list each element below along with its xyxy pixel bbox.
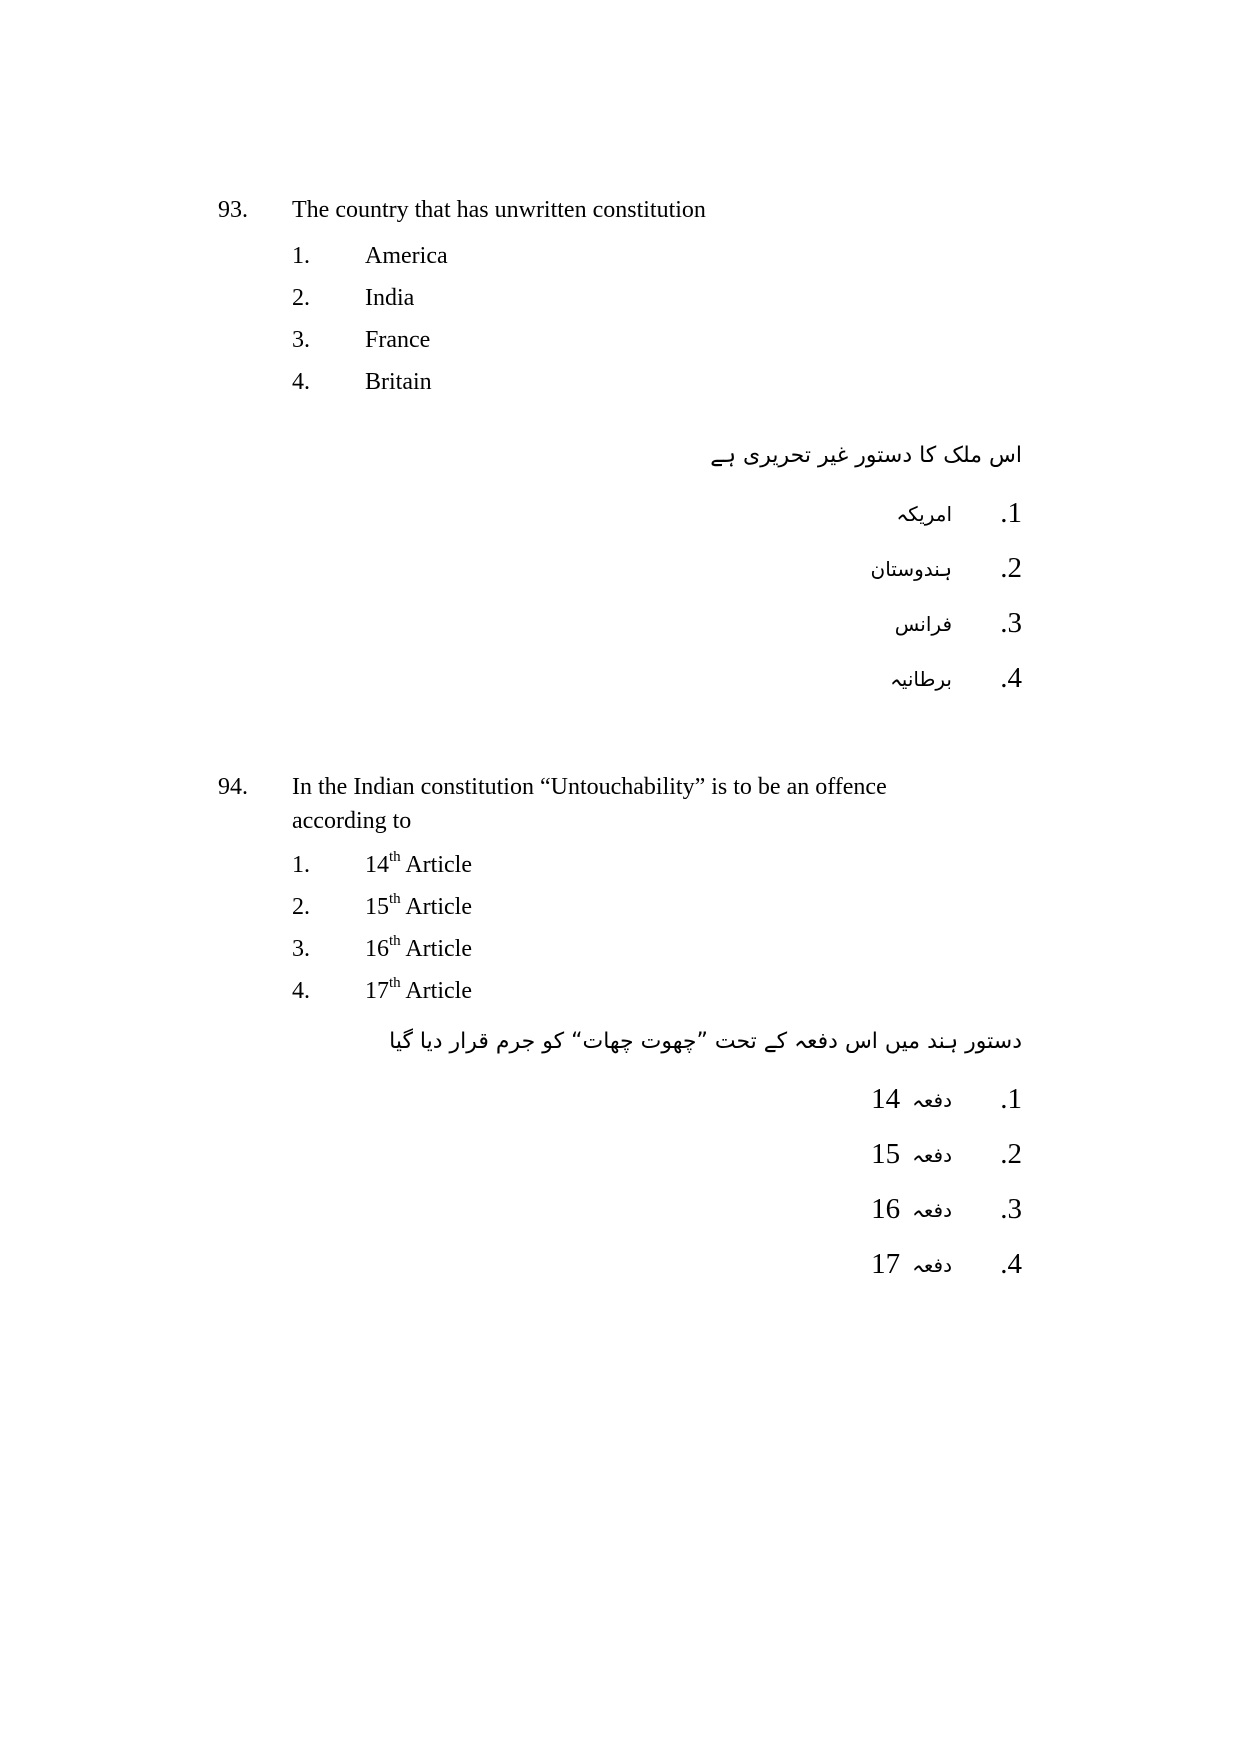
option-label (365, 932, 472, 966)
ordinal-suffix: th (389, 891, 401, 907)
urdu-option-1 (322, 486, 1022, 541)
option-number: 4. (292, 369, 310, 395)
urdu-option-number: .3 (1000, 1193, 1022, 1225)
question-text-urdu: اس ملک کا دستور غیر تحریری ہے (710, 443, 1022, 468)
urdu-option-number: .2 (1000, 552, 1022, 584)
article-word: Article (400, 978, 472, 1004)
option-number: 1. (292, 243, 310, 269)
urdu-option-label: امریکہ (896, 501, 952, 526)
ordinal-suffix: th (389, 849, 401, 865)
urdu-option-label: دفعہ (912, 1142, 952, 1167)
option-2 (292, 277, 978, 319)
option-number: 4. (292, 978, 310, 1004)
article-ordinal: 15 (365, 894, 389, 920)
option-2 (292, 886, 938, 928)
question-text-urdu: دستور ہند میں اس دفعہ کے تحت ”چھوت چھات“ کو جرم قرار دیا گیا (389, 1029, 1022, 1054)
urdu-option-label: دفعہ (912, 1252, 952, 1277)
urdu-article-number: 16 (871, 1193, 901, 1225)
urdu-option-number: .1 (1000, 1083, 1022, 1115)
question-93-urdu (322, 436, 1022, 706)
urdu-option-3 (322, 1182, 1022, 1237)
urdu-option-label: دفعہ (912, 1087, 952, 1112)
question-header (218, 770, 938, 838)
urdu-option-number: .1 (1000, 497, 1022, 529)
option-label (365, 848, 472, 882)
option-label: Britain (365, 369, 432, 395)
article-word: Article (400, 852, 472, 878)
question-text: The country that has unwritten constitution (292, 197, 706, 223)
option-number: 1. (292, 852, 310, 878)
urdu-option-2 (322, 1127, 1022, 1182)
urdu-option-3 (322, 596, 1022, 651)
option-1 (292, 235, 978, 277)
urdu-article-number: 17 (871, 1248, 901, 1280)
question-93-english (218, 193, 978, 403)
question-header (218, 193, 978, 227)
option-label (365, 974, 472, 1008)
urdu-option-label: ہندوستان (870, 556, 952, 581)
option-1 (292, 844, 938, 886)
question-94-urdu (322, 1022, 1022, 1292)
option-4 (292, 970, 938, 1012)
question-number: 94. (218, 774, 248, 800)
ordinal-suffix: th (389, 975, 401, 991)
option-number: 2. (292, 285, 310, 311)
option-3 (292, 319, 978, 361)
article-ordinal: 17 (365, 978, 389, 1004)
article-ordinal: 16 (365, 936, 389, 962)
option-3 (292, 928, 938, 970)
option-number: 2. (292, 894, 310, 920)
option-4 (292, 361, 978, 403)
question-94-english (218, 770, 938, 1012)
option-number: 3. (292, 936, 310, 962)
urdu-option-2 (322, 541, 1022, 596)
urdu-option-label: برطانیہ (890, 666, 952, 691)
urdu-option-1 (322, 1072, 1022, 1127)
urdu-option-number: .4 (1000, 662, 1022, 694)
article-word: Article (400, 894, 472, 920)
urdu-option-label: فرانس (894, 611, 952, 636)
urdu-option-4 (322, 1237, 1022, 1292)
urdu-article-number: 15 (871, 1138, 901, 1170)
option-number: 3. (292, 327, 310, 353)
option-label: America (365, 243, 448, 269)
urdu-option-4 (322, 651, 1022, 706)
article-ordinal: 14 (365, 852, 389, 878)
option-label: India (365, 285, 415, 311)
option-label: France (365, 327, 431, 353)
ordinal-suffix: th (389, 933, 401, 949)
question-number: 93. (218, 197, 248, 223)
option-label (365, 890, 472, 924)
question-text: In the Indian constitution “Untouchability” is to be an offence according to (292, 774, 887, 834)
urdu-article-number: 14 (871, 1083, 901, 1115)
article-word: Article (400, 936, 472, 962)
urdu-option-label: دفعہ (912, 1197, 952, 1222)
urdu-option-number: .3 (1000, 607, 1022, 639)
urdu-option-number: .4 (1000, 1248, 1022, 1280)
urdu-option-number: .2 (1000, 1138, 1022, 1170)
